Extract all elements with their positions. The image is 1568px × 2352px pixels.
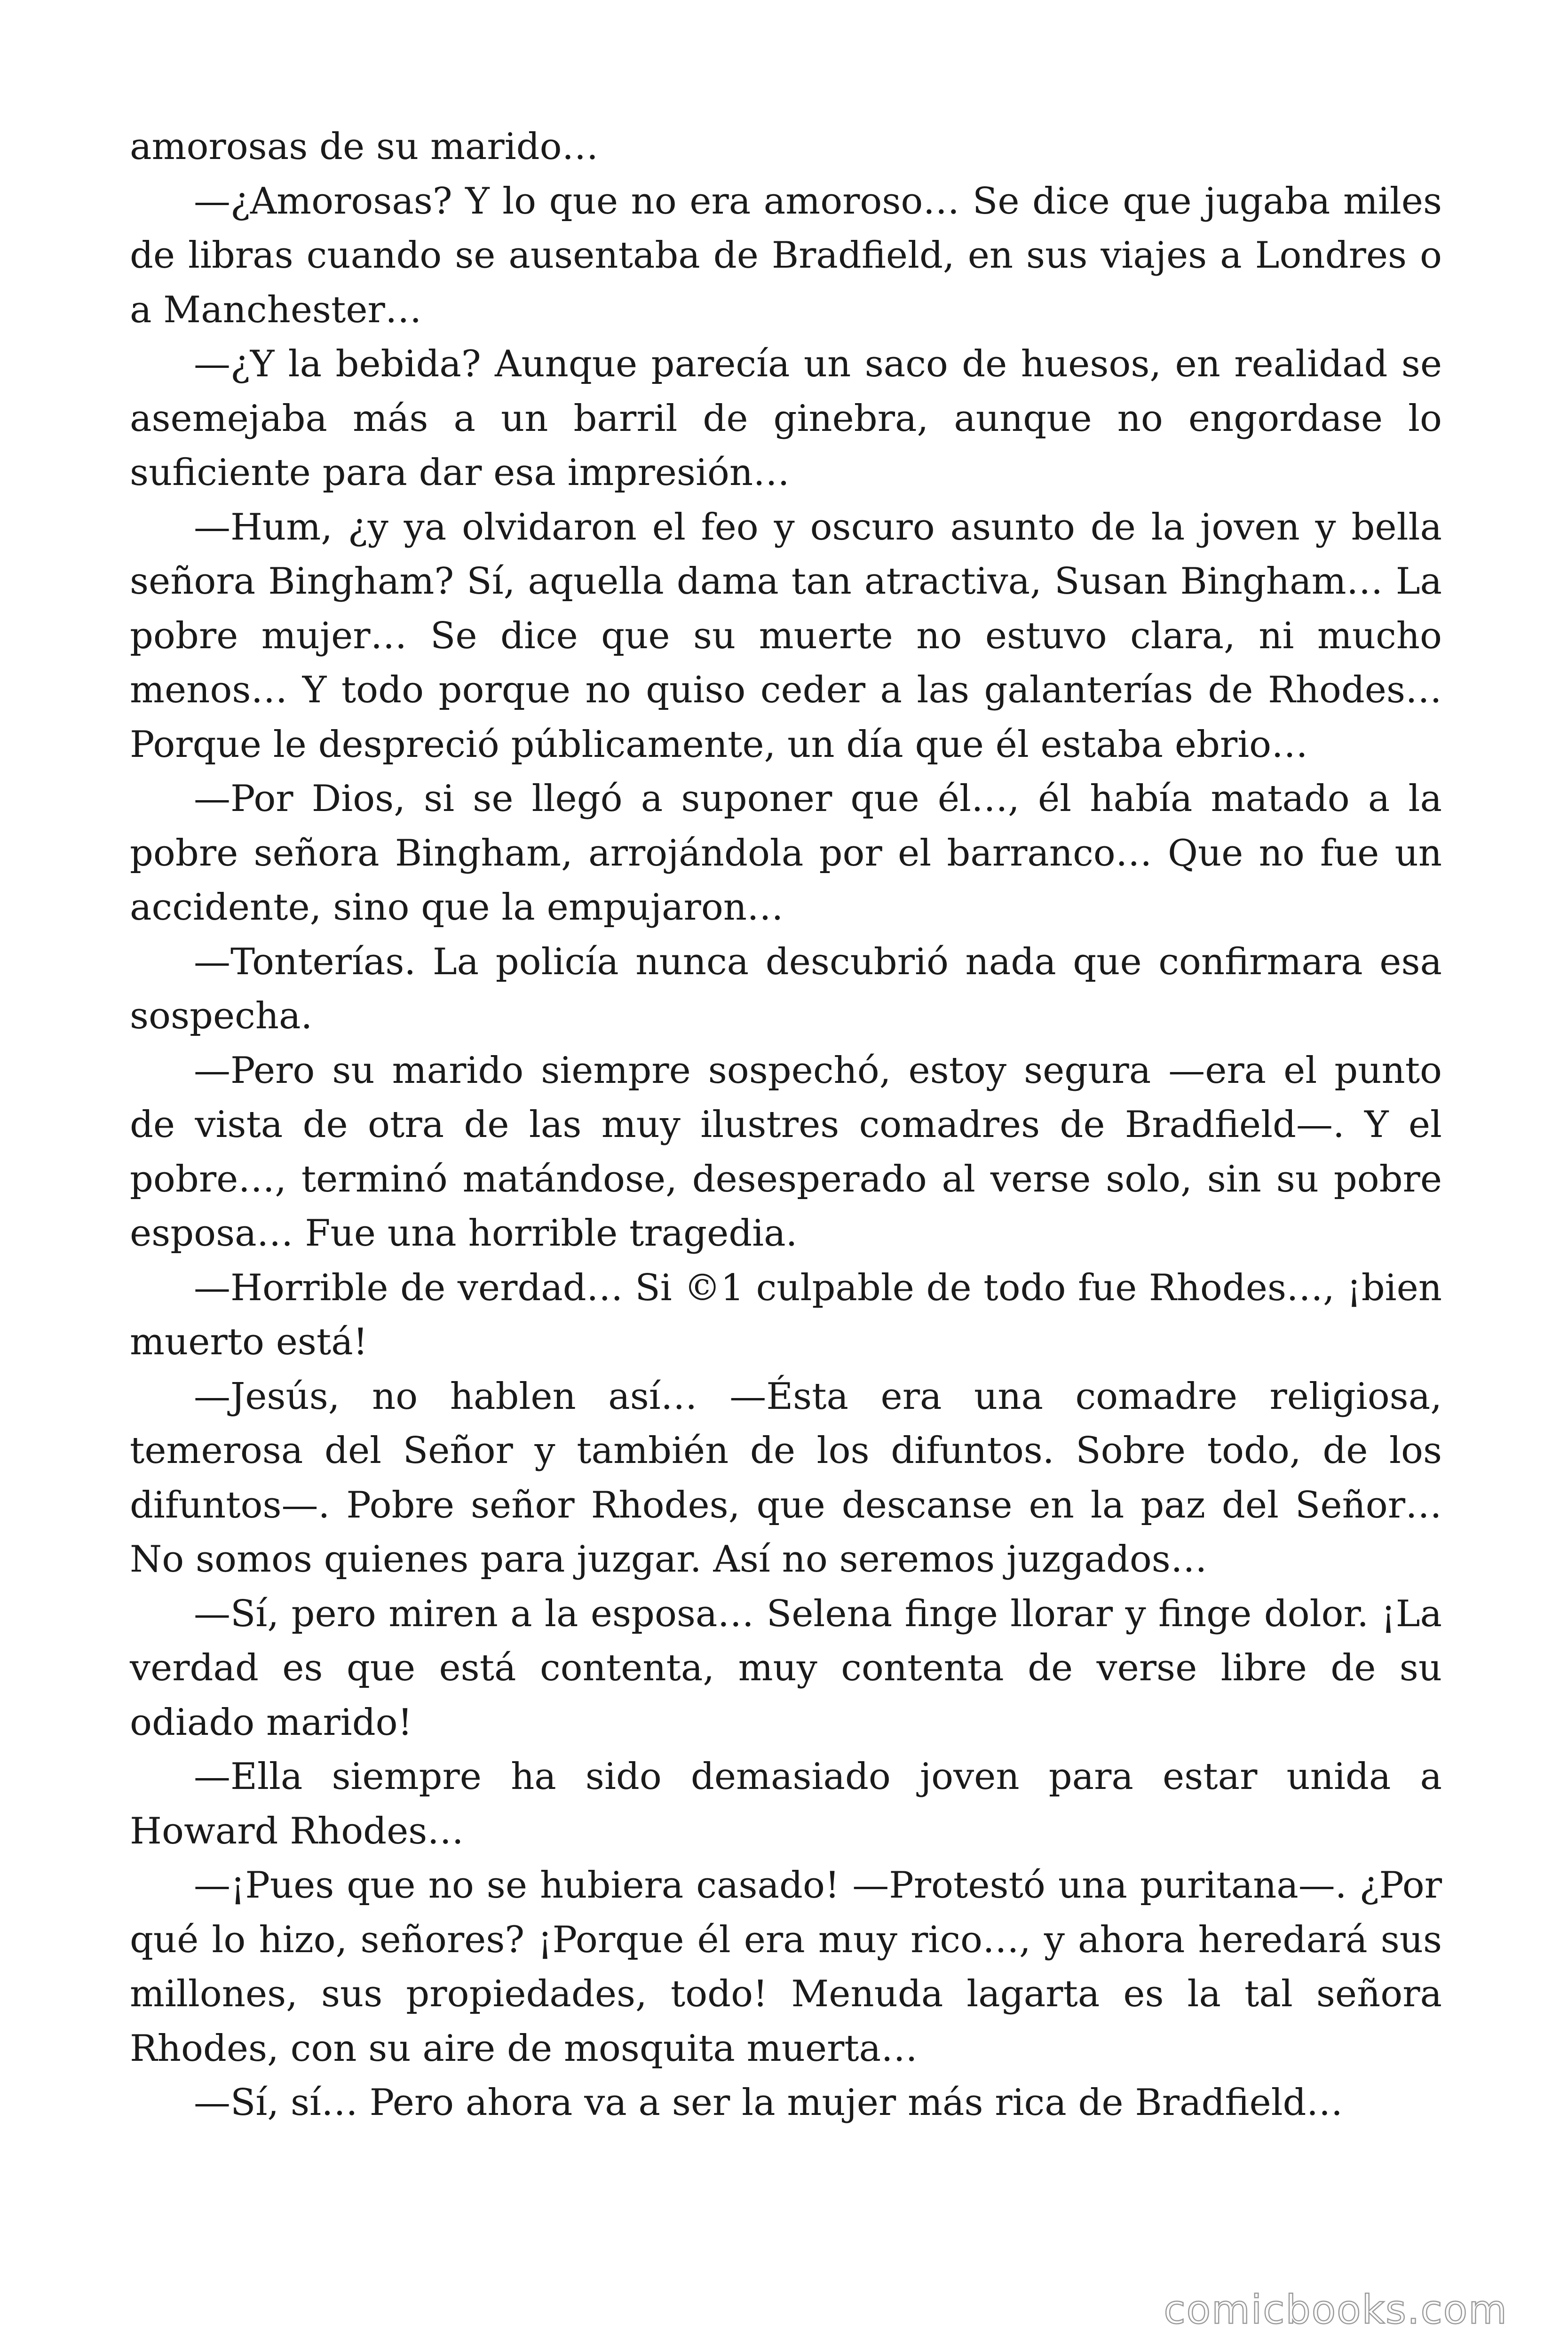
- paragraph: amorosas de su marido…: [130, 126, 599, 168]
- paragraph: —Pero su marido siempre sospechó, estoy segura —era el punto de vista de otra de las muy ilustres comadres de Bradfield—. Y el pobre…, terminó matándose, desesperado al verse solo, sin su pobre esposa… Fue una horrible tragedia.: [130, 1049, 1442, 1255]
- paragraph: —¿Y la bebida? Aunque parecía un saco de huesos, en realidad se asemejaba más a un barril de ginebra, aunque no engordase lo suficiente para dar esa impresión…: [130, 343, 1442, 494]
- paragraph: —¡Pues que no se hubiera casado! —Protestó una puritana—. ¿Por qué lo hizo, señores? ¡Porque él era muy rico…, y ahora heredará sus millones, sus propiedades, todo! Menuda lagarta es la tal señora Rhodes, con su aire de mosquita muerta…: [130, 1864, 1442, 2070]
- paragraph: —Horrible de verdad… Si ©1 culpable de todo fue Rhodes…, ¡bien muerto está!: [130, 1266, 1442, 1363]
- paragraph: —Jesús, no hablen así… —Ésta era una comadre religiosa, temerosa del Señor y también de los difuntos. Sobre todo, de los difuntos—. Pobre señor Rhodes, que descanse en la paz del Señor… No somos quienes para juzgar. Así no seremos juzgados…: [130, 1375, 1442, 1581]
- paragraph: —Sí, sí… Pero ahora va a ser la mujer más rica de Bradfield…: [194, 2082, 1343, 2124]
- watermark: comicbooks.com: [1164, 2287, 1508, 2333]
- paragraph: —Sí, pero miren a la esposa… Selena finge llorar y finge dolor. ¡La verdad es que está contenta, muy contenta de verse libre de su odiado marido!: [130, 1592, 1442, 1744]
- paragraph: —Por Dios, si se llegó a suponer que él…, él había matado a la pobre señora Bingham, arrojándola por el barranco… Que no fue un accidente, sino que la empujaron…: [130, 778, 1442, 929]
- body-text: [130, 120, 1442, 2130]
- paragraph: —Ella siempre ha sido demasiado joven para estar unida a Howard Rhodes…: [130, 1756, 1442, 1852]
- paragraph: —Hum, ¿y ya olvidaron el feo y oscuro asunto de la joven y bella señora Bingham? Sí, aquella dama tan atractiva, Susan Bingham… La pobre mujer… Se dice que su muerte no estuvo clara, ni mucho menos… Y todo porque no quiso ceder a las galanterías de Rhodes… Porque le despreció públicamente, un día que él estaba ebrio…: [130, 506, 1442, 766]
- paragraph: —Tonterías. La policía nunca descubrió nada que confirmara esa sospecha.: [130, 940, 1442, 1037]
- paragraph: —¿Amorosas? Y lo que no era amoroso… Se dice que jugaba miles de libras cuando se ausentaba de Bradfield, en sus viajes a Londres o a Manchester…: [130, 180, 1442, 331]
